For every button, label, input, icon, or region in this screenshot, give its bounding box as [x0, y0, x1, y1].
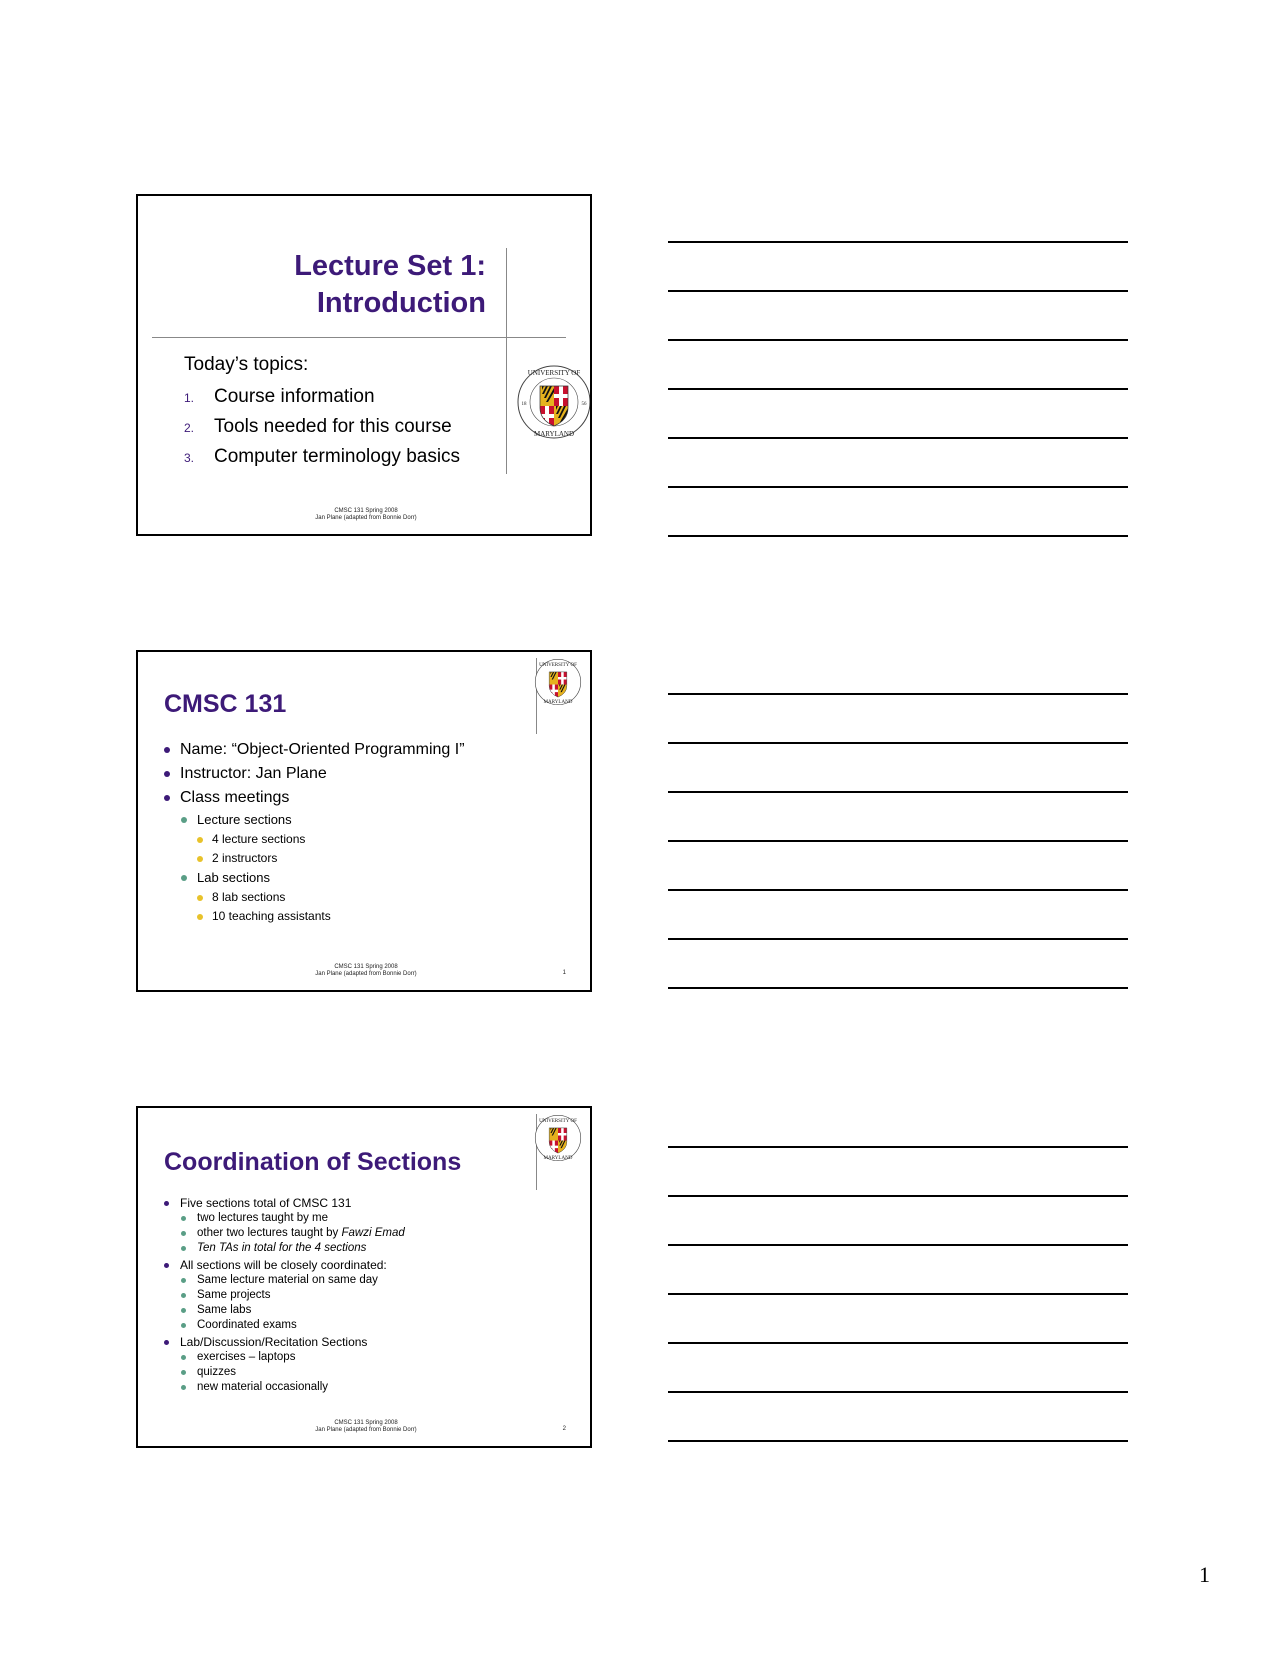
- seal-bottom-text: MARYLAND: [543, 698, 573, 705]
- university-seal-logo: [516, 364, 592, 440]
- list-number: 1.: [184, 391, 195, 405]
- footer-line-1: CMSC 131 Spring 2008: [334, 1420, 398, 1426]
- note-line: [668, 1293, 1128, 1295]
- note-line: [668, 486, 1128, 488]
- note-line: [668, 1146, 1128, 1148]
- slide-title: CMSC 131: [164, 690, 287, 718]
- horizontal-divider: [152, 337, 566, 338]
- document-page-number: 1: [1199, 1562, 1210, 1587]
- bullet-subitem: Lecture sections: [162, 810, 465, 830]
- university-seal-logo: [534, 1114, 582, 1162]
- slide-footer: [138, 1420, 592, 1434]
- seal-left-year: 18: [521, 402, 527, 407]
- note-line: [668, 339, 1128, 341]
- footer-line-1: CMSC 131 Spring 2008: [334, 964, 398, 970]
- bullet-subitem: [162, 1226, 405, 1241]
- title-line-1: Lecture Set 1:: [294, 250, 486, 282]
- note-line: [668, 290, 1128, 292]
- title-line-2: Introduction: [316, 287, 486, 319]
- list-number: 3.: [184, 451, 195, 465]
- note-line: [668, 693, 1128, 695]
- bullet-item: Five sections total of CMSC 131: [162, 1196, 405, 1211]
- note-line: [668, 437, 1128, 439]
- note-line: [668, 791, 1128, 793]
- bullet-subitem: exercises – laptops: [162, 1350, 405, 1365]
- note-line: [668, 1195, 1128, 1197]
- note-line: [668, 1342, 1128, 1344]
- note-line: [668, 388, 1128, 390]
- seal-bottom-text: MARYLAND: [543, 1154, 573, 1161]
- bullet-subitem: Ten TAs in total for the 4 sections: [162, 1241, 405, 1256]
- footer-line-1: CMSC 131 Spring 2008: [334, 508, 398, 514]
- slide-3-coordination: [136, 1106, 592, 1448]
- note-line: [668, 241, 1128, 243]
- seal-top-text: UNIVERSITY OF: [539, 1118, 577, 1125]
- seal-top-text: UNIVERSITY OF: [539, 662, 577, 669]
- note-line: [668, 1440, 1128, 1442]
- list-text: Computer terminology basics: [214, 446, 461, 467]
- bullet-list: [162, 1194, 405, 1395]
- note-line: [668, 1391, 1128, 1393]
- slide-title: Coordination of Sections: [164, 1148, 462, 1176]
- bullet-subsubitem: 8 lab sections: [162, 888, 465, 907]
- seal-top-text: UNIVERSITY OF: [527, 369, 581, 377]
- slide-page-number: 1: [562, 970, 566, 976]
- slide-footer: [138, 964, 592, 978]
- list-text: Tools needed for this course: [214, 416, 452, 437]
- instructor-name: Fawzi Emad: [341, 1227, 405, 1239]
- bullet-subitem: Same projects: [162, 1288, 405, 1303]
- bullet-item: Class meetings: [162, 786, 465, 810]
- slide-title: [294, 248, 486, 322]
- list-item: [184, 412, 460, 442]
- note-line: [668, 889, 1128, 891]
- slide-footer: [138, 508, 592, 522]
- bullet-item: All sections will be closely coordinated:: [162, 1258, 405, 1273]
- bullet-subsubitem: 4 lecture sections: [162, 830, 465, 849]
- list-text: Course information: [214, 386, 375, 407]
- slide-2-cmsc131: [136, 650, 592, 992]
- bullet-subsubitem: 10 teaching assistants: [162, 907, 465, 926]
- slide-page-number: 2: [562, 1426, 566, 1432]
- slide-1-title-slide: [136, 194, 592, 536]
- list-number: 2.: [184, 421, 195, 435]
- footer-line-2: Jan Plane (adapted from Bonnie Dorr): [315, 515, 417, 521]
- bullet-subitem: Lab sections: [162, 868, 465, 888]
- list-item: [184, 442, 460, 472]
- bullet-item: Lab/Discussion/Recitation Sections: [162, 1335, 405, 1350]
- note-line: [668, 535, 1128, 537]
- note-line: [668, 938, 1128, 940]
- bullet-subsubitem: 2 instructors: [162, 849, 465, 868]
- note-line: [668, 1244, 1128, 1246]
- bullet-item: Instructor: Jan Plane: [162, 762, 465, 786]
- note-line: [668, 840, 1128, 842]
- bullet-subitem: Coordinated exams: [162, 1318, 405, 1333]
- topics-intro: Today’s topics:: [184, 354, 309, 375]
- bullet-subitem: quizzes: [162, 1365, 405, 1380]
- bullet-list: [162, 738, 465, 926]
- bullet-subitem: Same labs: [162, 1303, 405, 1318]
- note-line: [668, 742, 1128, 744]
- bullet-item: Name: “Object-Oriented Programming I”: [162, 738, 465, 762]
- bullet-subitem: two lectures taught by me: [162, 1211, 405, 1226]
- seal-bottom-text: MARYLAND: [533, 430, 575, 438]
- bullet-text: other two lectures taught by: [197, 1227, 342, 1239]
- bullet-subitem: Same lecture material on same day: [162, 1273, 405, 1288]
- footer-line-2: Jan Plane (adapted from Bonnie Dorr): [315, 1427, 417, 1433]
- seal-right-year: 56: [581, 402, 587, 407]
- list-item: [184, 382, 460, 412]
- topics-list: [184, 382, 460, 472]
- vertical-divider: [506, 248, 507, 474]
- university-seal-logo: [534, 658, 582, 706]
- bullet-subitem: new material occasionally: [162, 1380, 405, 1395]
- note-line: [668, 987, 1128, 989]
- footer-line-2: Jan Plane (adapted from Bonnie Dorr): [315, 971, 417, 977]
